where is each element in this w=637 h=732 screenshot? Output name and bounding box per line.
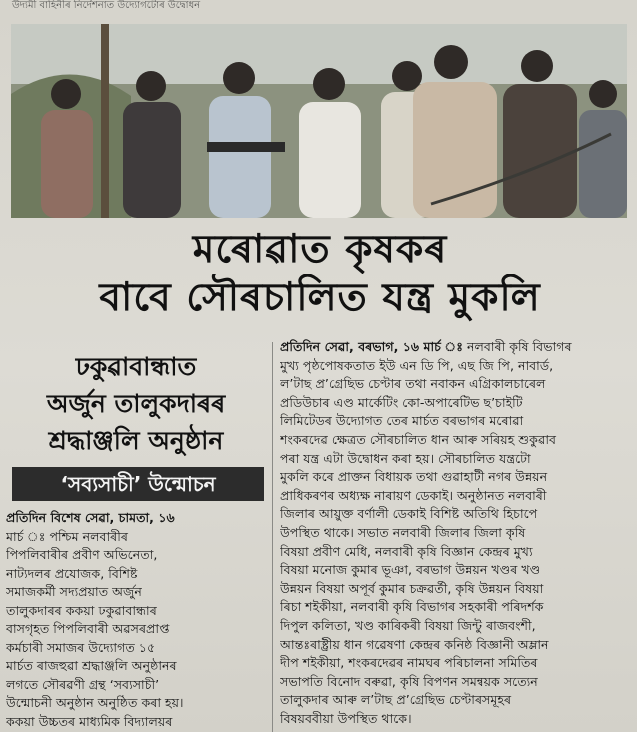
right-body-line: জিলাৰ আয়ুক্ত বৰ্ণালী ডেকাই বিশিষ্ট অতিথি হিচাপে xyxy=(280,506,538,522)
right-body-line: বিষয়া প্ৰবীণ মেধি, নলবাৰী কৃষি বিজ্ঞান কেন্দ্ৰৰ মুখ্য xyxy=(280,543,533,559)
right-article-body xyxy=(280,338,632,732)
left-headline-line-1: ঢকুৱাবান্ধাত xyxy=(75,352,197,381)
column-divider xyxy=(272,342,273,732)
right-body-line: শংকৰদেৱ ক্ষেত্ৰত সৌৰচালিত ধান আৰু সৰিয়হ শুকুৱাব xyxy=(280,431,556,447)
left-body-line: উন্মোচনী অনুষ্ঠান অনুষ্ঠিত কৰা হয়। xyxy=(6,695,184,710)
news-photo xyxy=(11,24,627,218)
left-body-line: লগতে সৌৰৱণী গ্ৰন্থ ‘সব্যসাচী’ xyxy=(6,676,160,692)
main-headline xyxy=(8,226,632,322)
right-first-line: নলবাৰী কৃষি বিভাগৰ xyxy=(462,339,572,354)
headline-line-2: বাবে সৌৰচালিত যন্ত্ৰ মুকলি xyxy=(99,275,541,320)
right-body-line: প্ৰডিউচাৰ এণ্ড মাৰ্কেটিং কো-অপাৰেটিভ ছ’চাইটি xyxy=(280,394,523,410)
left-body-line: পিপলিবাৰীৰ প্ৰবীণ অভিনেতা, xyxy=(6,547,158,562)
left-article-body xyxy=(6,509,268,731)
release-banner: ‘সব্যসাচী’ উন্মোচন xyxy=(12,467,264,501)
left-headline-line-3: শ্ৰদ্ধাঞ্জলি অনুষ্ঠান xyxy=(48,426,224,455)
right-body-line: মুখ্য পৃষ্ঠপোষকতাত ইউ এন ডি পি, এছ জি পি, নাবাৰ্ড, xyxy=(280,357,554,373)
right-body-line: বিষয়া মনোজ কুমাৰ ভূঞা, বৰভাগ উন্নয়ন খণ্ডৰ খণ্ড xyxy=(280,562,541,578)
right-body-line: তালুকদাৰ আৰু ল’টাছ প্ৰ’গ্ৰেছিভ চেণ্টাৰসমূহৰ xyxy=(280,692,512,708)
right-body-line: সভাপতি বিনোদ বৰুৱা, কৃষি বিপণন সমন্বয়ক সত্যেন xyxy=(280,673,538,689)
right-body-line: ৰিচা শইকীয়া, নলবাৰী কৃষি বিভাগৰ সহকাৰী পৰিদৰ্শক xyxy=(280,599,544,615)
left-body-line: মাৰ্চ ঃ পশ্চিম নলবাৰীৰ xyxy=(6,528,128,544)
right-body-line: প্ৰাধিকৰণৰ অধ্যক্ষ নাৰায়ণ ডেকাই। অনুষ্ঠানত নলবাৰী xyxy=(280,487,547,503)
right-body-line: লিমিটেডৰ উদ্যোগত তেৰ মাৰ্চত বৰভাগৰ মৰোৱা xyxy=(280,413,524,429)
right-dateline: প্ৰতিদিন সেৱা, বৰভাগ, ১৬ মাৰ্চ ঃ xyxy=(280,339,463,354)
left-body-line: বাসগৃহত পিপলিবাৰী অৱসৰপ্ৰাপ্ত xyxy=(6,621,170,636)
right-body-line: দীপ শইকীয়া, শংকৰদেৱৰ নামঘৰ পৰিচালনা সমিতিৰ xyxy=(280,655,538,671)
right-body-line: ল’টাছ প্ৰ’গ্ৰেছিভ চেণ্টাৰ তথা নবাকন এগ্ৰিকালচাৰেল xyxy=(280,376,546,392)
right-body-line: উন্নয়ন বিষয়া অপূৰ্ব কুমাৰ চক্ৰৱৰ্তী, কৃষি উন্নয়ন বিষয়া xyxy=(280,580,544,596)
cut-off-text-strip: উদ্যমী বাহিনীৰ নিৰ্দেশনাত উদ্যোগটোৰ উদ্বোধন xyxy=(12,0,201,11)
left-body-line: নাট্যদলৰ প্ৰযোজক, বিশিষ্ট xyxy=(6,565,138,581)
left-body-line: ককয়া উচ্চতৰ মাধ্যমিক বিদ্যালয়ৰ xyxy=(6,713,173,729)
right-body-line: আন্তঃৰাষ্ট্ৰীয় ধান গৱেষণা কেন্দ্ৰৰ কনিষ্ঠ বিজ্ঞানী অম্লান xyxy=(280,636,549,652)
headline-line-1: মৰোৱাত কৃষকৰ xyxy=(192,227,448,272)
left-dateline: প্ৰতিদিন বিশেষ সেৱা, চামতা, ১৬ xyxy=(6,510,175,525)
right-body-line: উপস্থিত থাকে। সভাত নলবাৰী জিলাৰ জিলা কৃষি xyxy=(280,524,526,540)
right-body-line: দিপুল কলিতা, খণ্ড কাৰিকৰী বিষয়া জিন্টু ৰাজবংশী, xyxy=(280,617,536,633)
left-headline-line-2: অৰ্জুন তালুকদাৰৰ xyxy=(46,389,226,418)
right-body-line: মুকলি কৰে প্ৰাক্তন বিধায়ক তথা গুৱাহাটী নগৰ উন্নয়ন xyxy=(280,469,548,485)
left-body-line: তালুকদাৰৰ ককয়া ঢকুৱাবান্ধাৰ xyxy=(6,602,157,618)
left-article xyxy=(4,348,268,732)
left-body-line: কৰ্মচাৰী সমাজৰ উদ্যোগত ১৫ xyxy=(6,639,156,655)
left-body-line: সমাজকৰ্মী সদ্যপ্ৰয়াত অৰ্জুন xyxy=(6,584,142,599)
left-body-line: মাৰ্চত ৰাজহুৱা শ্ৰদ্ধাঞ্জলি অনুষ্ঠানৰ xyxy=(6,658,177,673)
right-body-line: বিষয়ববীয়া উপস্থিত থাকে। xyxy=(280,710,412,726)
right-body-line: পৰা যন্ত্ৰ এটা উদ্বোধন কৰা হয়। সৌৰচালিত যন্ত্ৰটো xyxy=(280,450,531,466)
